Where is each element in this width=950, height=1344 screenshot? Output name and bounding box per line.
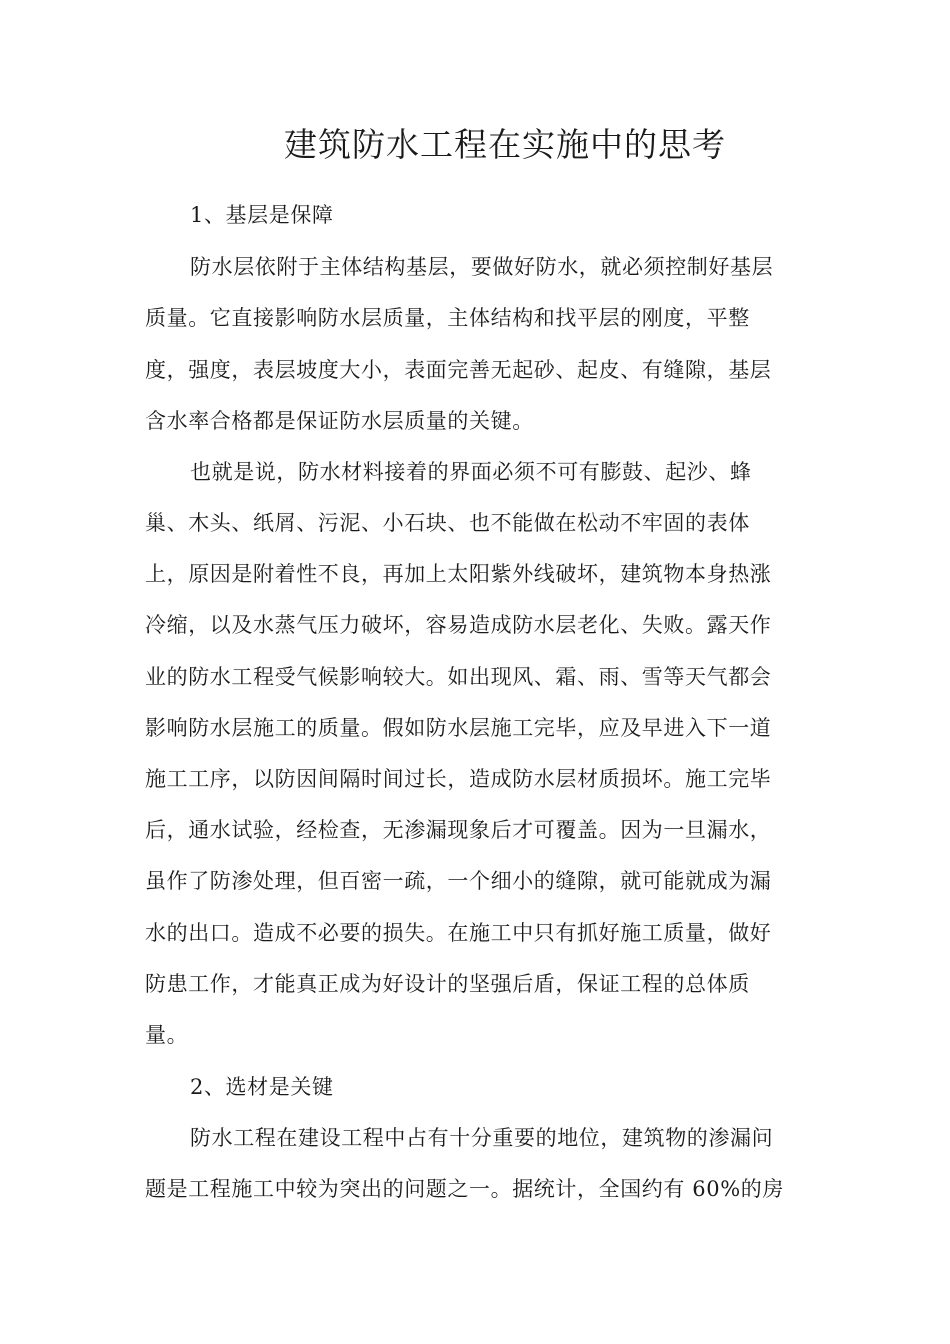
- paragraph-line: 质量。它直接影响防水层质量，主体结构和找平层的刚度，平整: [145, 306, 750, 330]
- paragraph-line: 水的出口。造成不必要的损失。在施工中只有抓好施工质量，做好: [145, 921, 772, 945]
- paragraph-line: 含水率合格都是保证防水层质量的关键。: [145, 409, 534, 433]
- paragraph-line: 量。: [145, 1023, 189, 1047]
- paragraph-line: 防患工作，才能真正成为好设计的坚强后盾，保证工程的总体质: [145, 972, 750, 996]
- paragraph-line: 上，原因是附着性不良，再加上太阳紫外线破坏，建筑物本身热涨: [145, 562, 772, 586]
- paragraph-line: 巢、木头、纸屑、污泥、小石块、也不能做在松动不牢固的表体: [145, 511, 750, 535]
- paragraph-line: 业的防水工程受气候影响较大。如出现风、霜、雨、雪等天气都会: [145, 665, 772, 689]
- paragraph-line: 后，通水试验，经检查，无渗漏现象后才可覆盖。因为一旦漏水，: [145, 818, 772, 842]
- paragraph-line: 也就是说，防水材料接着的界面必须不可有膨鼓、起沙、蜂: [190, 460, 752, 484]
- paragraph-line: 虽作了防渗处理，但百密一疏，一个细小的缝隙，就可能就成为漏: [145, 869, 772, 893]
- section-heading-2: 2、选材是关键: [190, 1075, 334, 1099]
- paragraph-line: 度，强度，表层坡度大小，表面完善无起砂、起皮、有缝隙，基层: [145, 358, 772, 382]
- document-title: 建筑防水工程在实施中的思考: [284, 125, 726, 164]
- paragraph-line: 冷缩，以及水蒸气压力破坏，容易造成防水层老化、失败。露天作: [145, 613, 772, 637]
- paragraph-line: 防水工程在建设工程中占有十分重要的地位，建筑物的渗漏问: [190, 1126, 774, 1150]
- paragraph-line: 影响防水层施工的质量。假如防水层施工完毕，应及早进入下一道: [145, 716, 772, 740]
- paragraph-line: 题是工程施工中较为突出的问题之一。据统计，全国约有 60%的房: [145, 1177, 784, 1201]
- paragraph-line: 施工工序，以防因间隔时间过长，造成防水层材质损坏。施工完毕: [145, 767, 772, 791]
- section-heading-1: 1、基层是保障: [190, 203, 334, 227]
- paragraph-line: 防水层依附于主体结构基层，要做好防水，就必须控制好基层: [190, 255, 774, 279]
